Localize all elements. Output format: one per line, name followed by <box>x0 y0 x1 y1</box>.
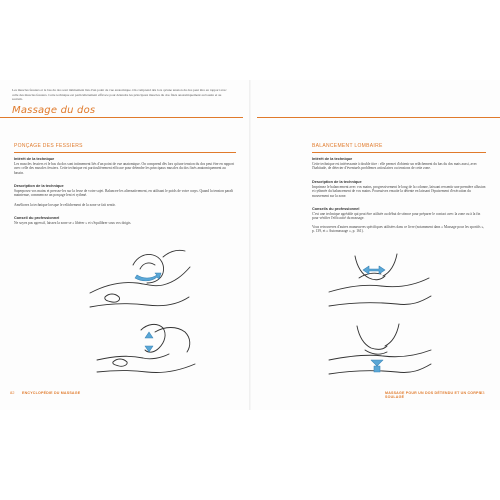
title-rule-left <box>0 117 243 118</box>
title-rule-right <box>257 117 500 118</box>
advice-extra-right: Vous retrouverez d'autres manœuvres spécifiques utilisées dans ce livre (notamment dans « Massage pour les sportifs », p. 139, et « Automassage », p. 161). <box>312 225 485 234</box>
interest-text-right: Cette technique est intéressante à double titre : elle permet d'obtenir un relâchement du bas du dos mais aussi, avec l'habitude, de détecter d'éventuels problèmes articulaires ou tensions de cette zone. <box>312 162 478 171</box>
buttock-sanding-illustration-bottom <box>95 320 205 385</box>
description-text-right: Imprimez le balancement avec vos mains, progressivement le long de la colonne, laissant ressentir une première allusion et rythmée du balancement de vos mains. Poursuivez ensuite la détente en laissant l'épuisement d'exécution du mouvement sur la zone. <box>312 185 486 198</box>
description-extra-left: Améliorez la technique lorsque le relâchement de la zone se fait sentir. <box>14 203 116 207</box>
interest-text-left: Les muscles fessiers et le bas du dos sont intimement liés d'un point de vue anatomique. On comprend dès lors qu'une tension du dos peut être en rapport avec celle des muscles fessiers. Cette technique est particulièrement efficace pour détendre les principaux muscles du dos fixés anatomiquement au bassin. <box>14 162 235 175</box>
page-number-left: 82 <box>10 390 15 395</box>
lumbar-rocking-illustration-top <box>325 248 435 318</box>
section-title-left: PONÇAGE DES FESSIERS <box>14 143 83 149</box>
interest-heading-left: Intérêt de la technique <box>14 157 55 161</box>
section-rule-left <box>14 152 236 153</box>
buttock-sanding-illustration-top <box>85 245 195 320</box>
intro-text: Les muscles fessiers et le bas du dos sont intimement liés d'un point de vue anatomique. On comprend dès lors qu'une tension du dos peut être en rapport avec celle des muscles fessiers. Cette technique est particulièrement efficace pour détendre les principaux muscles du dos fixés anatomiquement au bassin et au sacrum. <box>12 88 227 102</box>
advice-heading-left: Conseil du professionnel <box>14 216 60 220</box>
description-heading-right: Description de la technique <box>312 180 362 184</box>
footer-left: ENCYCLOPÉDIE DU MASSAGE <box>22 391 81 395</box>
footer-right: MASSAGE POUR UN DOS DÉTENDU ET UN CORPS SOULAGÉ <box>385 391 482 399</box>
book-gutter <box>249 80 251 410</box>
page-title: Massage du dos <box>12 105 96 116</box>
lumbar-rocking-illustration-bottom <box>325 322 435 384</box>
advice-text-left: Ne soyez pas agressif, laissez la zone se « libérer » et s'équilibrer sous vos doigts. <box>14 221 132 225</box>
advice-heading-right: Conseils du professionnel <box>312 207 360 211</box>
page-number-right: 83 <box>480 390 485 395</box>
advice-text-right: C'est une technique agréable qui peut être utilisée au début de séance pour préparer le contact avec la zone ou à la fin pour vérifier l'efficacité du massage. <box>312 212 481 221</box>
description-heading-left: Description de la technique <box>14 184 64 188</box>
section-rule-right <box>312 152 486 153</box>
section-title-right: BALANCEMENT LOMBAIRE <box>312 143 383 149</box>
description-text-left: Superposez vos mains et pressez-les sur la fesse de votre sujet. Balancez-les alternativement, en utilisant le poids de votre corps. Quand la tension paraît maintenue, commencez un ponçage lent et rythmé. <box>14 189 233 198</box>
interest-heading-right: Intérêt de la technique <box>312 157 353 161</box>
